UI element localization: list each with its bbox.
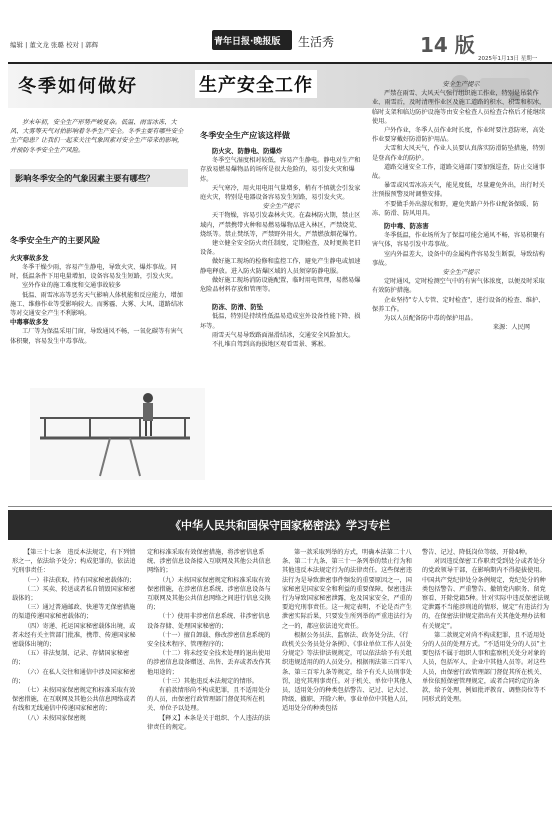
middle-heading: 冬季安全生产应该这样做 bbox=[200, 130, 291, 140]
mid-text-9: 不扎堆自驾到高海拔地区观看雪景、雾凇。 bbox=[212, 341, 330, 349]
law-c1-p5: （四）寄递、托运国家秘密载体出境，或者未经有关主管部门批准，携带、传递国家秘密载体出境的； bbox=[12, 622, 136, 649]
law-c2-p6: （十三）其他违反本法规定的情形。 bbox=[159, 677, 258, 685]
column-title: 《中华人民共和国保守国家秘密法》学习专栏 bbox=[170, 519, 390, 532]
law-c4-p3: 第二款规定对尚不构成犯罪，且不适用处分的人员的处理方式。“不适用处分的人员”主要包括不属于组织人事和监察机关处分对象的人员，包括军人、企业中其他人员等。对这些人员，由保密行政管理部门督促其所在机关、单位依照保密管理规定，或者合同约定的条款，给予处理，例如批评教育、调整岗位等不同形式的处理。 bbox=[422, 631, 546, 704]
right-tip-heading-1: 安全生产提示 bbox=[442, 81, 480, 88]
mid-text-7: 低温，特别是持续性低温易造成室外设备性能下降、损坏等。 bbox=[200, 313, 361, 330]
law-c1-p3: （二）买卖、转送或者私自销毁国家秘密载体的； bbox=[12, 585, 136, 603]
right-text-2: 户外作业，冬季人员作业时长度，作业时要注意防寒，高处作业要穿戴好防滑防护用品。 bbox=[372, 127, 545, 144]
source-credit: 来源：人民网 bbox=[492, 324, 530, 332]
law-c3-p1: 第一款采取列举的方式，明确本法第二十八条、第二十九条、第三十一条列举的禁止行为和其他违反本法规定行为的法律责任。这些保密违法行为是导致泄密事件频发的重要原因之一，国家秘密是国家安全和利益的重要保障，保密违法行为导致国家秘密泄露，危及国家安全，严重的要追究刑事责任。这一规定表明，不论是否产生泄密实际后果，只要发生所列举的严重违法行为之一的，都应依法追究责任。 bbox=[282, 549, 412, 630]
risk-outdoor-text: 低温、雨雪冰冻等恶劣天气影响人体机能和反应能力，增加施工、维修作业等受影响较大。而雾霾、大雾、大风、道路结冰等对交通安全产生不利影响。 bbox=[10, 291, 184, 318]
risk-fire-text: 冬季干燥少雨，容易产生静电，导致火灾、爆炸事故。同时，低温条件下用电量增加，设备容易发生短路，引发火灾。 bbox=[10, 264, 178, 281]
illustration-worker-platform bbox=[30, 388, 205, 480]
risk-poison-text: 工厂等为保温采用门窗，导致通风不畅，一氧化碳等有害气体积聚，容易发生中毒事故。 bbox=[10, 328, 183, 345]
mid-text-1: 冬季空气湿度相对较低，容易产生静电。静电对生产和存放易燃易爆物品的场所是很大危险的，易引发火灾和爆炸。 bbox=[200, 157, 361, 183]
law-c1-p6: （五）非法复制、记录、存储国家秘密的； bbox=[12, 650, 130, 667]
right-text-6: 不要做手外出游玩和野，避免夹路户外作业配备保暖、防冻、防滑、防风用具。 bbox=[372, 200, 539, 217]
law-column-2 bbox=[147, 548, 271, 810]
law-c2-p4: （十一）擅自卸载、修改涉密信息系统的安全技术程序、管理程序的； bbox=[147, 631, 271, 649]
law-c2-p7: 有前款情形尚不构成犯罪，且不适用处分的人员，由保密行政管理部门督促其所在机关、单位予以处理。 bbox=[147, 687, 271, 713]
page-number: 14 版 bbox=[420, 33, 475, 57]
law-column-1 bbox=[12, 548, 136, 810]
right-text-7: 冬季低温，作业场所为了保温可能会通风不畅，容易积聚有害气体，容易引发中毒事故。 bbox=[372, 232, 545, 249]
feature-title-part1: 冬季如何做好 bbox=[18, 76, 138, 97]
section-name: 生活秀 bbox=[298, 35, 335, 49]
right-text-11: 为以人员配备防中毒的保护用品。 bbox=[384, 315, 477, 323]
right-tip-heading-2: 安全生产提示 bbox=[442, 269, 480, 277]
law-c1-p2: （一）非法获取、持有国家秘密载体的； bbox=[24, 576, 136, 584]
mid-text-3: 天干物燥，容易引发森林火灾。在森林防火期，禁止区域内，严禁携带火种和易燃易爆物品进入林区，严禁烧荒、烧纸等。禁止焚纸等，严禁野外用火，严禁燃放烟花爆竹。 bbox=[200, 212, 361, 238]
risk-heading: 冬季安全生产的主要风险 bbox=[10, 234, 101, 245]
law-c1-p8: （七）未按国家保密规定和标准采取有效保密措施，在互联网及其他公共信息网络或者有线和无线通信中传递国家秘密的； bbox=[12, 687, 136, 713]
mid-text-5: 做好施工现场的检修和监控工作，避免产生静电或加速静电释放。进入防火防爆区域的人员须穿防静电服。 bbox=[200, 258, 361, 275]
editors-line: 编辑 | 董文龙 张璐 校对 | 郭辉 bbox=[10, 41, 99, 49]
mid-sub-fire: 防火灾、防静电、防爆炸 bbox=[212, 147, 283, 155]
right-text-8: 室内外温差大，设备中的金属构件容易发生断裂，导致结构事故。 bbox=[372, 250, 545, 267]
law-c2-p2: （九）未按国家保密规定和标准采取有效保密措施，在涉密信息系统、涉密信息设备与互联网及其他公共信息网络之间进行信息交换的； bbox=[147, 576, 271, 612]
right-text-1: 严禁在雨雪、大风天气强行组织施工作业，特别是吊装作业、雨雪后，及时清理作业区及施工道路的积水、积雪和积冰，临时支架和临边防护设施等由安全检查人员检查合格后才能继续使用。 bbox=[372, 90, 546, 125]
right-sub-poison: 防中毒、防冻害 bbox=[384, 222, 429, 231]
question-heading: 影响冬季安全的气象因素主要有哪些？ bbox=[15, 172, 155, 183]
paper-name: 青年日报·晚报版 bbox=[214, 37, 281, 47]
right-text-5: 暴雪或风雪冰冻天气，能见度低，尽量避免外出，出行时关注预报预警及时调整安排。 bbox=[372, 182, 545, 199]
right-text-10: 企业坚持"专人专管、定时检查"，进行设备的检查、维护、保养工作。 bbox=[372, 296, 545, 313]
right-text-3: 大雪和大风天气，作业人员要认真落实防滑防坠措施，特别是登高作业的防护。 bbox=[372, 145, 545, 162]
law-c4-p1: 警告、记过、降低岗位等级、开除4种。 bbox=[422, 549, 532, 556]
right-text-9: 定时通风，定时检测空气中的有害气体浓度，以便及时采取有效防护措施。 bbox=[372, 278, 545, 295]
mid-tip-heading: 安全生产提示 bbox=[262, 203, 300, 211]
mid-text-4: 建立健全安全防火责任制度，定期检查，及时更换老旧设备。 bbox=[200, 240, 361, 257]
law-c4-p2: 对因违反保密工作职责受到处分或者处分的党政领导干部，在影响期内不得提拔使用。中国共产党纪律处分条例规定，党纪处分的种类包括警告、严重警告、撤销党内职务、留党察看、开除党籍5种。针对实际中违反保密法规定泄露不当能涉刑追的情形，规定“有违法行为的，在保密法律规定指出有关其他处理办法和有关规定”。 bbox=[422, 558, 550, 630]
right-text-4: 道路交通安全工作，道路交通部门要加强巡查，防止交通事故。 bbox=[372, 163, 545, 181]
law-column-4 bbox=[422, 548, 550, 810]
feature-title-part2: 生产安全工作 bbox=[195, 70, 317, 98]
law-c1-p9: （八）未按国家保密规 bbox=[24, 714, 86, 722]
law-c2-p1: 定和标准采取有效保密措施，将涉密信息系统、涉密信息设备接入互联网及其他公共信息网络的； bbox=[147, 549, 271, 575]
risk-sub-fire: 火灾事故多发 bbox=[10, 253, 49, 262]
law-c2-p5: （十二）将未经安全技术处理的退出使用的涉密信息设备赠送、出售、丢弃或者改作其他用途的； bbox=[147, 650, 271, 676]
section-divider bbox=[8, 506, 552, 507]
mid-text-8: 雨雪天气易导致路面湿滑结冰，交通安全风险加大。 bbox=[212, 331, 355, 339]
feature-middle-column bbox=[200, 130, 362, 470]
mid-sub-freeze: 防冻、防滑、防坠 bbox=[212, 303, 264, 312]
date-line: 2025年1月13日 星期一 bbox=[478, 56, 538, 62]
law-c1-p1: 【第三十七条 违反本法规定，有下列情形之一，依法给予处分；构成犯罪的，依法追究刑事责任： bbox=[12, 549, 136, 575]
law-c2-p8: 【释义】本条是关于组织、个人违法的法律责任的规定。 bbox=[147, 714, 271, 731]
law-c2-p3: （十）使用非涉密信息系统、非涉密信息设备存储、处理国家秘密的； bbox=[147, 613, 271, 630]
mid-text-6: 做好施工现场消防设施配置，临时用电管理，易燃易爆危险品材料存放和管理等。 bbox=[200, 276, 361, 294]
feature-intro: 岁末年初，安全生产形势严峻复杂。低温、雨雪冰冻、大风、大雾等天气对拍影响着冬季生产安全。冬季主要有哪些安全生产隐患？让我们一起来关注气象因素对安全生产带来的影响，并预防冬季安全生产风险。 bbox=[10, 119, 184, 154]
law-c1-p7: （六）在私人交往和通信中涉及国家秘密的； bbox=[12, 668, 136, 685]
question-box bbox=[10, 169, 188, 187]
mid-text-2: 天气寒冷，用火用电用气量增多，稍有不慎就会引发家庭火灾，特别是电器设备容易发生短路，易引发火灾。 bbox=[200, 184, 361, 202]
feature-right-column bbox=[372, 80, 550, 462]
risk-sub-poison: 中毒事故多发 bbox=[10, 318, 49, 327]
law-c3-p2: 根据公务员法、监察法、政务处分法、《行政机关公务员处分条例》、《事业单位工作人员处分规定》等法律法规规定，可以依法给予有关组织违规适用的的人员处分。根据刑法第三百零八条、第三百零九条等规定，给予有关人员刑事处罚，追究其刑事责任。对于机关、单位中其他人员，适用处分的种类包括警告、记过、记大过、降级、撤职、开除六种。事业单位中其他人员，适用处分的种类包括 bbox=[282, 631, 412, 713]
risk-outdoor-lead: 室外作业的施工难度和交通事故较多 bbox=[22, 282, 121, 290]
law-c1-p4: （三）通过普通邮政、快递等无保密措施的渠道传递国家秘密载体的； bbox=[12, 604, 136, 621]
law-column-3 bbox=[282, 548, 412, 810]
